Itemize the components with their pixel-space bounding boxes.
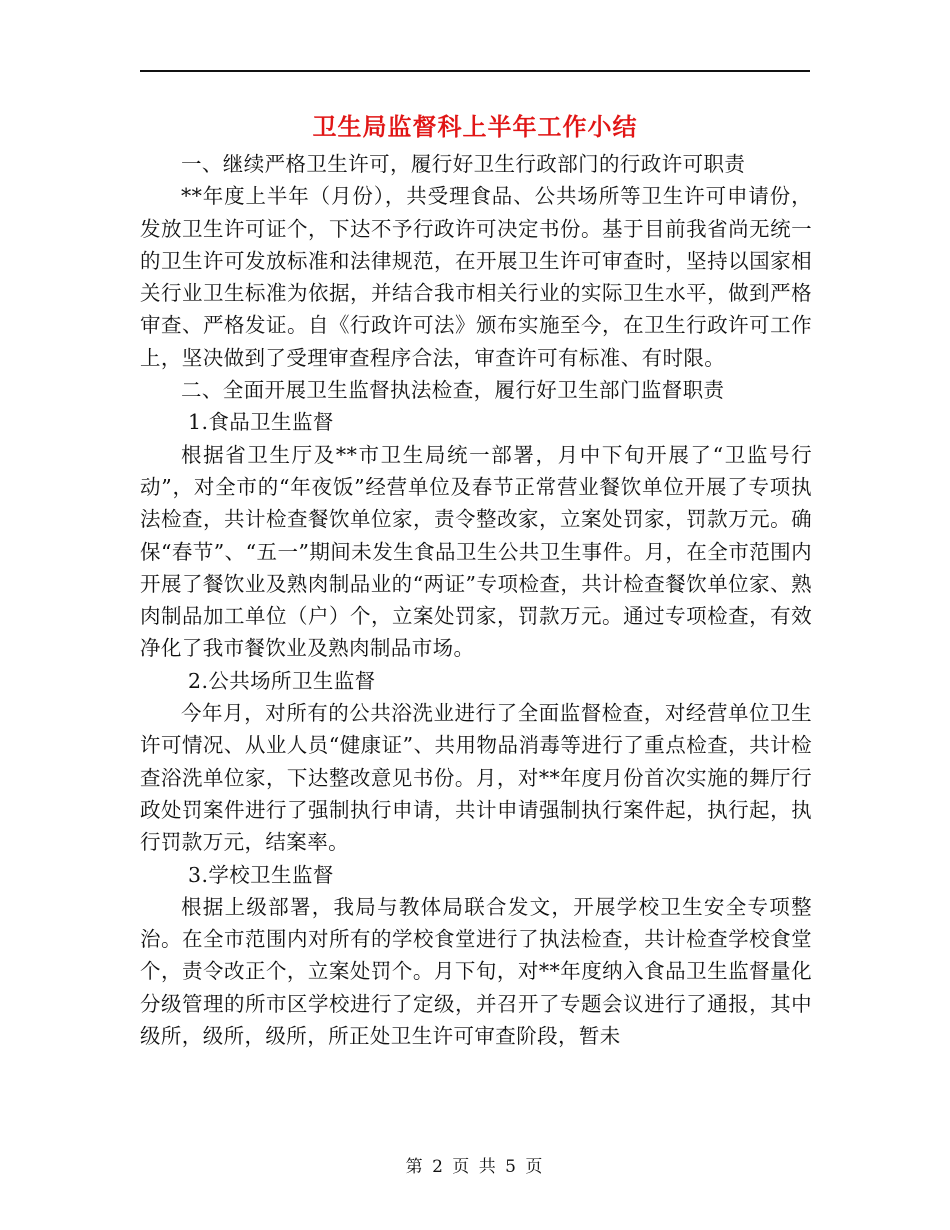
section-heading-1: 一、继续严格卫生许可，履行好卫生行政部门的行政许可职责 [181, 152, 746, 176]
paragraph-school-hygiene: 根据上级部署，我局与教体局联合发文，开展学校卫生安全专项整治。在全市范围内对所有的学校食堂进行了执法检查，共计检查学校食堂个，责令改正个，立案处罚个。月下旬，对**年度纳入食品卫生监督量化分级管理的所市区学校进行了定级，并召开了专题会议进行了通报，其中级所，级所，级所，所正处卫生许可审查阶段，暂未 [140, 894, 812, 1049]
header-rule [140, 70, 810, 72]
paragraph-food-hygiene: 根据省卫生厅及**市卫生局统一部署，月中下旬开展了“卫监号行动”，对全市的“年夜饭”经营单位及春节正常营业餐饮单位开展了专项执法检查，共计检查餐饮单位家，责令整改家，立案处罚家，罚款万元。确保“春节”、“五一”期间未发生食品卫生公共卫生事件。月，在全市范围内开展了餐饮业及熟肉制品业的“两证”专项检查，共计检查餐饮单位家、熟肉制品加工单位（户）个，立案处罚家，罚款万元。通过专项检查，有效净化了我市餐饮业及熟肉制品市场。 [140, 442, 812, 661]
paragraph-licensing: **年度上半年（月份），共受理食品、公共场所等卫生许可申请份，发放卫生许可证个，下达不予行政许可决定书份。基于目前我省尚无统一的卫生许可发放标准和法律规范，在开展卫生许可审查时，坚持以国家相关行业卫生标准为依据，并结合我市相关行业的实际卫生水平，做到严格审查、严格发证。自《行政许可法》颁布实施至今，在卫生行政许可工作上，坚决做到了受理审查程序合法，审查许可有标准、有时限。 [140, 184, 812, 370]
section-heading-2: 二、全面开展卫生监督执法检查，履行好卫生部门监督职责 [181, 378, 725, 403]
subheading-school-hygiene: 3.学校卫生监督 [188, 862, 334, 887]
document-title: 卫生局监督科上半年工作小结 [312, 112, 638, 141]
document-body [140, 148, 812, 1052]
subheading-food-hygiene: 1.食品卫生监督 [188, 410, 334, 435]
paragraph-public-places: 今年月，对所有的公共浴洗业进行了全面监督检查，对经营单位卫生许可情况、从业人员“健康证”、共用物品消毒等进行了重点检查，共计检查浴洗单位家，下达整改意见书份。月，对**年度月份首次实施的舞厅行政处罚案件进行了强制执行申请，共计申请强制执行案件起，执行起，执行罚款万元，结案率。 [140, 701, 812, 855]
subheading-public-places: 2.公共场所卫生监督 [188, 668, 376, 693]
page-number: 第 2 页 共 5 页 [405, 1157, 545, 1177]
